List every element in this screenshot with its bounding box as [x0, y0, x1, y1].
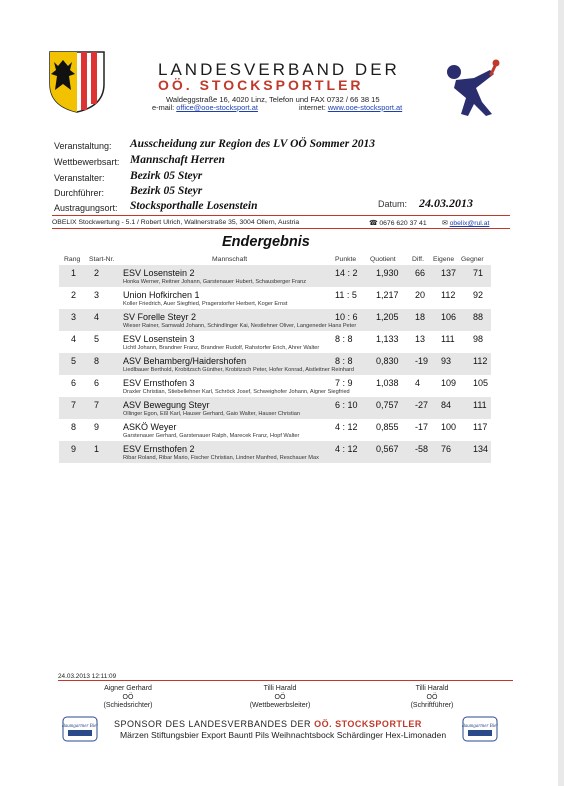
team-players: Koller Friedrich, Auer Siegfried, Pragerstorfer Herbert, Koger Ernst	[123, 301, 288, 307]
cell-quotient: 0,855	[376, 422, 399, 432]
cell-eigene: 111	[441, 334, 455, 344]
cell-gegner: 105	[473, 378, 489, 388]
cell-quotient: 1,217	[376, 290, 399, 300]
cell-diff: 4	[415, 378, 421, 388]
obelix-mail-link[interactable]: obelix@rul.at	[449, 220, 490, 227]
signature-wettbewerbsleiter: Tilli Harald OÖ (Wettbewerbsleiter)	[249, 685, 311, 710]
results-title: Endergebnis	[222, 234, 310, 250]
cell-start: 2	[94, 268, 100, 278]
cell-team: ESV Ernsthofen 3	[123, 378, 195, 388]
header-start: Start-Nr.	[89, 256, 115, 263]
table-row	[59, 375, 491, 397]
beer-logo-icon	[462, 716, 498, 742]
cell-start: 1	[94, 444, 100, 454]
title-stocksportler: STOCKSPORTLER	[199, 77, 364, 93]
cell-eigene: 84	[441, 400, 452, 410]
cell-start: 7	[94, 400, 100, 410]
cell-eigene: 109	[441, 378, 457, 388]
cell-rang: 4	[71, 334, 77, 344]
cell-rang: 2	[71, 290, 77, 300]
cell-gegner: 112	[473, 356, 488, 366]
phone-icon: ☎	[369, 220, 378, 227]
cell-eigene: 76	[441, 444, 452, 454]
header-team: Mannschaft	[212, 256, 248, 263]
cell-rang: 8	[71, 422, 77, 432]
beer-logo-icon	[62, 716, 98, 742]
cell-punkte: 6 : 10	[335, 400, 358, 410]
federation-subtitle	[158, 77, 364, 93]
team-players: Draxler Christian, Stiebellehner Karl, Schröck Josef, Schweighofer Johann, Aigner Siegfried	[123, 389, 350, 395]
table-row	[59, 265, 491, 287]
table-row	[59, 309, 491, 331]
cell-gegner: 88	[473, 312, 484, 322]
team-players: Liedlbauer Berthold, Krobitzsch Günther, Krobitzsch Peter, Hofer Konrad, Aistleitner Reinhard	[123, 367, 355, 373]
cell-punkte: 8 : 8	[335, 356, 353, 366]
cell-gegner: 92	[473, 290, 484, 300]
sponsor-products: Märzen Stiftungsbier Export Bauntl Pils Weihnachtsbock Schärdinger Hex-Limonaden	[120, 730, 447, 740]
cell-gegner: 111	[473, 400, 487, 410]
cell-team: ASV Behamberg/Haidershofen	[123, 356, 247, 366]
cell-diff: 20	[415, 290, 426, 300]
table-row	[59, 419, 491, 441]
cell-punkte: 10 : 6	[335, 312, 358, 322]
sponsor-line: SPONSOR DES LANDESVERBANDES DER OÖ. STOCKSPORTLER	[114, 719, 422, 729]
cell-quotient: 1,930	[376, 268, 399, 278]
cell-diff: 66	[415, 268, 426, 278]
cell-punkte: 11 : 5	[335, 290, 357, 300]
cell-team: ESV Losenstein 2	[123, 268, 195, 278]
cell-team: ESV Ernsthofen 2	[123, 444, 195, 454]
cell-punkte: 14 : 2	[335, 268, 358, 278]
cell-team: ESV Losenstein 3	[123, 334, 195, 344]
cell-punkte: 8 : 8	[335, 334, 353, 344]
datum-label: Datum:	[378, 199, 408, 209]
cell-quotient: 0,567	[376, 444, 399, 454]
table-row	[59, 441, 491, 463]
cell-diff: -58	[415, 444, 429, 454]
obelix-line: OBELIX Stockwertung - 5.1 / Robert Ulrich, Wallnerstraße 35, 3004 Ollern, Austria	[52, 219, 300, 226]
svg-text:Baumgartner Bier: Baumgartner Bier	[462, 724, 498, 729]
cell-gegner: 134	[473, 444, 489, 454]
veranstalter-label: Veranstalter:	[54, 173, 105, 183]
team-players: Ribar Roland, Ribar Mario, Fischer Christian, Lindner Manfred, Reschauer Max	[123, 455, 319, 461]
table-row	[59, 287, 491, 309]
table-row	[59, 353, 491, 375]
cell-eigene: 100	[441, 422, 457, 432]
cell-team: ASKÖ Weyer	[123, 422, 177, 432]
cell-quotient: 1,038	[376, 378, 399, 388]
cell-punkte: 7 : 9	[335, 378, 353, 388]
cell-start: 9	[94, 422, 100, 432]
contact-line: e-mail: office@ooe-stocksport.at internet: www.ooe-stocksport.at	[152, 103, 403, 112]
team-players: Lichtl Johann, Brandner Franz, Brandner Rudolf, Rahstorfer Erich, Ahrer Walter	[123, 345, 320, 351]
coat-of-arms-icon	[48, 50, 106, 114]
cell-eigene: 93	[441, 356, 452, 366]
cell-rang: 7	[71, 400, 77, 410]
obelix-mail	[442, 219, 489, 227]
mail-icon: ✉	[442, 220, 448, 227]
durchfuehrer-value: Bezirk 05 Steyr	[130, 185, 203, 197]
table-row	[59, 331, 491, 353]
cell-diff: 18	[415, 312, 426, 322]
wettbewerbsart-value: Mannschaft Herren	[130, 154, 225, 166]
cell-quotient: 1,133	[376, 334, 399, 344]
veranstaltung-value: Ausscheidung zur Region des LV OÖ Sommer 2013	[130, 138, 376, 150]
header-punkte: Punkte	[335, 256, 357, 263]
header-gegner: Gegner	[461, 256, 484, 263]
email-link[interactable]: office@ooe-stocksport.at	[176, 103, 258, 112]
cell-quotient: 0,757	[376, 400, 399, 410]
title-ooe: OÖ.	[158, 77, 193, 93]
cell-eigene: 137	[441, 268, 457, 278]
cell-rang: 1	[71, 268, 77, 278]
divider	[52, 228, 510, 229]
austragungsort-label: Austragungsort:	[54, 203, 118, 213]
stocksport-player-icon	[440, 58, 512, 118]
veranstaltung-label: Veranstaltung:	[54, 141, 112, 151]
cell-diff: -19	[415, 356, 429, 366]
cell-quotient: 1,205	[376, 312, 399, 322]
wettbewerbsart-label: Wettbewerbsart:	[54, 157, 120, 167]
cell-punkte: 4 : 12	[335, 444, 358, 454]
obelix-phone: ☎ 0676 620 37 41	[369, 220, 427, 227]
cell-diff: 13	[415, 334, 426, 344]
header-quotient: Quotient	[370, 256, 396, 263]
footer-divider	[58, 680, 513, 681]
cell-rang: 3	[71, 312, 77, 322]
team-players: Honka Werner, Reitner Johann, Garstenauer Hubert, Schausberger Franz	[123, 279, 307, 285]
signature-schiedsrichter: Aigner Gerhard OÖ (Schiedsrichter)	[103, 685, 153, 710]
divider	[52, 215, 510, 216]
cell-eigene: 112	[441, 290, 456, 300]
svg-text:Baumgartner Bier: Baumgartner Bier	[62, 724, 98, 729]
federation-title: LANDESVERBAND DER	[158, 60, 400, 79]
website-link[interactable]: www.ooe-stocksport.at	[327, 103, 403, 112]
team-players: Garstenauer Gerhard, Garstenauer Ralph, Marecek Franz, Hopf Walter	[123, 433, 300, 439]
austragungsort-value: Stocksporthalle Losenstein	[130, 200, 258, 212]
team-players: Ollinger Egon, Eßl Karl, Hauser Gerhard, Gaio Walter, Hauser Christian	[123, 411, 300, 417]
cell-rang: 5	[71, 356, 77, 366]
cell-punkte: 4 : 12	[335, 422, 358, 432]
cell-team: ASV Bewegung Steyr	[123, 400, 210, 410]
cell-start: 4	[94, 312, 100, 322]
cell-start: 3	[94, 290, 100, 300]
cell-gegner: 98	[473, 334, 484, 344]
header-eigene: Eigene	[433, 256, 455, 263]
cell-diff: -17	[415, 422, 429, 432]
cell-rang: 9	[71, 444, 77, 454]
datum-value: 24.03.2013	[419, 196, 473, 210]
cell-team: SV Forelle Steyr 2	[123, 312, 197, 322]
cell-gegner: 117	[473, 422, 488, 432]
team-players: Wieser Rainer, Samwald Johann, Schindlinger Kai, Nestlehner Oliver, Langeneder Hans Peter	[123, 323, 357, 329]
cell-start: 6	[94, 378, 100, 388]
veranstalter-value: Bezirk 05 Steyr	[130, 170, 203, 182]
print-timestamp: 24.03.2013 12:11:09	[58, 673, 117, 680]
cell-gegner: 71	[473, 268, 484, 278]
durchfuehrer-label: Durchführer:	[54, 188, 105, 198]
header-rang: Rang	[64, 256, 81, 263]
header-diff: Diff.	[412, 256, 424, 263]
cell-eigene: 106	[441, 312, 457, 322]
address-line: Waldeggstraße 16, 4020 Linz, Telefon und FAX 0732 / 66 38 15	[166, 95, 380, 104]
cell-start: 8	[94, 356, 100, 366]
cell-quotient: 0,830	[376, 356, 399, 366]
cell-start: 5	[94, 334, 100, 344]
table-row	[59, 397, 491, 419]
cell-diff: -27	[415, 400, 429, 410]
signature-schriftfuehrer: Tilli Harald OÖ (Schriftführer)	[410, 685, 454, 710]
cell-team: Union Hofkirchen 1	[123, 290, 200, 300]
cell-rang: 6	[71, 378, 77, 388]
